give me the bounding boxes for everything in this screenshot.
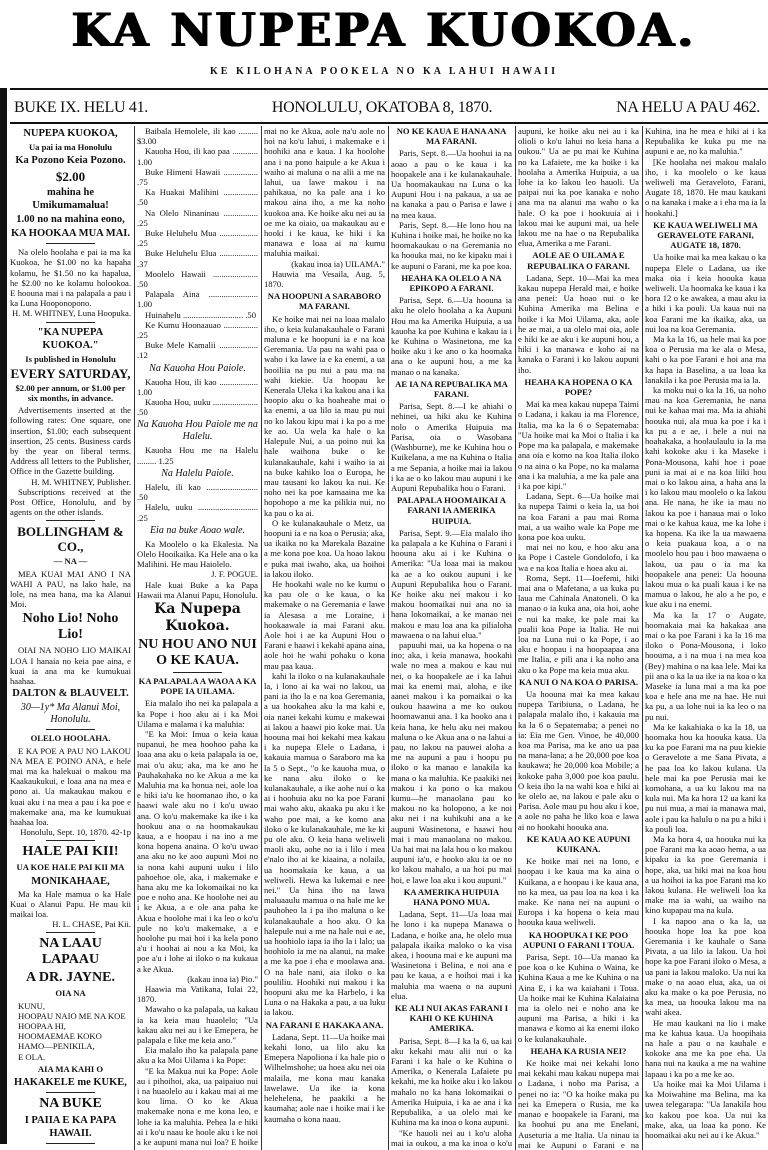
article-heading: NUPEPA KUOKOA,: [23, 128, 118, 139]
article-paragraph: Ua hoike mai ka mea kakau o ka nupepa Elele o Ladana, ua ike maka oia i keia hoouka kaua weliweli. Ua hoomaka ke kaua i ka hora 12 o ke awakea, a mau aku ia a hiki i ka pouli. Ua kaua nui na koa Farani me ka ikaika, aka, ua nui loa na koa Geremania.: [645, 252, 766, 334]
article-paragraph: [Ke hoolaha nei makou malalo iho, i ka moolelo o ke kaua weliweli ma Geraveloto, Farani, Augate 18, 1870. He mau kaukani o na kanaka i make a i eha ma ia la hookahi.]: [645, 156, 766, 218]
article-paragraph: Kauoha Hou me na Halelu ......... 1.25: [137, 445, 258, 466]
news-section-5: [645, 385, 766, 1140]
article-paragraph: Parisa, Sept. 10—Ua manao ka poe koa o ke Kuhina o Waina, ke Kuhina Kaua a me ke Kuhina o na Aina E, i ka wa kaiahani i Toua. Ua hoike mai ke Kuhina Kalaiaina ma ia olelo nei e noho ana ke aupuni ma Parisa, a hiki i ka manawa e komo ai ka enemi iloko o ke kulanakauhale.: [518, 952, 639, 1044]
article-paragraph: Mai ka mea kakau nupepa Taimi o Ladana, i kakau ia ma Florence, Italia, ma ka la 6 o Sepatemaba: "Ua hoike mai ka Moi o Italia i ka Pope ma ka palapala, e makemake ana oia e komo na koa Italia iloko o na aina o ka Pope, no ka malama ana i ka maluhia, a me ka pale ana i ka poe kipi.": [518, 399, 639, 491]
article-paragraph: Buke Heluhelu Elua .................. .37: [137, 248, 258, 269]
article-paragraph: Eia malalo iho nei ka palapala a ka Pope i hoo aku ai i ka Moi Uilama e malama i ka maluhia:: [137, 698, 258, 729]
article-heading: I PAIIA E KA PAPA HAWAII.: [24, 1114, 117, 1139]
article-paragraph: "E ka Moi: Imua o keia kaua nupanui, he mea hoohoo paha ka loaa ana aku o keia palapala ia oe, mai o'u aku; aka, ma ke ano he Pauhakahaka no ke Akua a me ka Maluhia ma ka honua nei, aole loa e hiki ia'u ke hoomanao iho, o ka haawi wale aku no i ko'u uwao ana. O ko'u makemake ka ike i ka hookuu ana o na hoomakaukau kaua, a e hoopau i na ino a me kona hopena anaina. O ko'u uwao ana aku no ke aoo aupuni Moi no ia nona kahi aupuni uuku i lilo pahoehoe ole, aka, i makemake e hana aku me ka lokomaikai no ka poe e noho ana. Ke hoolohe nei au i ke Akua, a e ole ana paha ke Akua e hoolohe mai i ka leo o ko'u pule no ko'u makemake, a e hoolohe pu mai hoi i ka kela pono a'u i hoohai ai nou a ka Moi, ka poe a'u i lohe ai iloko o na kukaua a ke Akua.: [137, 728, 258, 974]
article-paragraph: E OLA.: [18, 1051, 46, 1062]
article-heading: PALAPALA HOOMAIKAI A FARANI IA AMERIKA HUIPUIA.: [396, 495, 506, 526]
page-edge-shadow: [0, 88, 7, 1144]
article-paragraph: E KA POE A PAU NO LAKOU NA MEA E POINO ANA, e hele mai ma ka halekuai o makou ma Kaakaukukui, e loaa ana na mea e pono ai. Ua makaukau makou e kuai aku i na mea a pau i ka poe e makemake ana, ma ke kumukuai haahaa loa.: [10, 745, 131, 827]
article-paragraph: Ladana, Sept. 6—Ua hoike mai ka nupepa Taimi o keia la, ua hoi na koa Farani a pau mai Roma mai, a ua waiho wale ka Pope me kona poe koa uuku.: [518, 491, 639, 542]
signature-line: (kakau inoa ia) Pio.": [187, 973, 258, 984]
article-paragraph: Ua hoike mai ka Moi Uilama i ka Moiwahine ma Belina, ma ka uwea telegarapa: "Ua lanakila hou ko kakou poe koa. Ua nui ka make, aka, ua loaa ka pono. Ke hoomaikai aku nei au i ke Akua.": [645, 1078, 766, 1140]
article-paragraph: Ke hoike mai nei na lono, e hoopau i ke kaua ma ka aina o Kuikana, a e hoopau i ke kaua ana, no ka mea, ua pau loa na koa i ka make. Ke nana nei na aupuni o Europa i ka hopena o keia mau hoouka kaua weliweli.: [518, 856, 639, 928]
article-paragraph: Ma ka la 16, ua hele mai ka poe koa o Perusia ma ke ala o Mesa, kahi o ka poe Farani e hoi ana ma ka hapa ia Baselina, a ua loaa ka lanakila i ka poe Perusia ma ia la.: [645, 334, 766, 385]
total-issue-number: NA HELU A PAU 462.: [616, 99, 760, 116]
article-paragraph: Ma ka hora 4, ua hoouka nui ka poe Farani ma ka aoao hema, a ua kipaku ia ka poe Geremania i hope, aka, ua hiki mai na koa hou a ua hoihoi ia ka poe Farani ma ko lakou kulana. He weliweli loa ka make ma ia wahi, ua waiho na kino kupapau ma na kula.: [645, 834, 766, 916]
article-heading: $2.00: [55, 169, 86, 185]
article-heading: OLELO HOOLAHA.: [30, 733, 111, 744]
article-heading: Eia na buke Aoao wale.: [149, 524, 246, 536]
article-paragraph: HOOPAU NAIO ME NA KOE: [18, 1010, 126, 1021]
masthead-rule-bottom: [10, 122, 768, 124]
article-heading: $2.00 per annum, or $1.00 per six months, in advance.: [15, 382, 126, 404]
volume-number: BUKE IX. HELU 41.: [14, 99, 148, 116]
article-heading: UA KOE HALE PAI KII MA: [16, 862, 125, 873]
article-heading: AIA MA KAHI O: [37, 1063, 104, 1074]
article-paragraph: OIAI NA NOHO LIO MAIKAI LOA I hanaia no keia pae aina, e kuai ia ana ma ke kumukuai haahaa.: [10, 645, 131, 687]
article-paragraph: ka moku nui o ka la 16, ua noho mau na koa Geremania, he nana nui ke kahaa mai ma. Ma ia ahiahi hoouka nui, ala mua ka poe i ka i ka pu a e ae, i hele a nui na hoahakaka, a hoolaulaulu ia la ma kahi kokoke aku i ka Maseke i Pona-Mousona, kahi hoe i poae puni ia mai ai e na koa liiki hou mai o ko lakou aina, a haha ana la i ko lakou mau moolelo o ka lakou ana. He nana, he ike ia mau no lakou ka poe i hanaua mai o loko mai o ke kahua kaua, me ka lohe i ka hopena. Ka ike la ua mawaena o keia puakaua koa, a o na moolelo hou pau i hoo mawaena o lakou, ua pau o ia ma ka hoopakele ana penei: Ua hoouna lakou mua o ka puali kaua i ke na mamua o lakou, he alo a he po, e kue aku i na enemi.: [645, 385, 766, 610]
article-paragraph: "Ke hauoli nei au i ko'u aloha mai ia oukou, a ma ka inoa o ko'u aupuni, ke hoike aku nei au i ka olioli o ko'u lahui no keia hana a oukou." Ua ae pu mai ke Kuhina no ka Lafaiete, me ka hoike i ka hoolaha a Amerika Huipuia, a ua lohe ia ko lakou leo hauoli. Ua paipai nui ka poe kanaka e noho ana ma na alanui ma waho o ka hale. O ka poe i hookuuia ai i lakou mai ke aupuni mai, ua hele lakou me na hae o na Repubalika elua, Amerika a me Farani.: [391, 126, 639, 1148]
article-heading: KE KAUA AO KE AUPUNI KUIKANA.: [526, 833, 631, 855]
article-heading: Noho Lio! Noho Lio!: [22, 611, 119, 643]
article-paragraph: papuuhi mai, ua ka hopena o na ino; aka, i keia manawa, hookahi wale no mea a makou e kau nui nei, o ka hoopakele ae i ka lahui mai ka enemi mai, aloha, e ike aanei makou i ka pomaikai o ka oukou haawina a me ko oukou hoomawanui ana. I ka hooko ana i keia hana, ke helu aku nei makou maluna o ke Akua ana o na lahui a pau, no lakou na pauwei aloha a me na aupuni a pau i hoopu pu iloko o ka manao e lanakila ka mana o ka maluhia. Ke paakiki nei makou i ka pono o ka makou kumu—he manaolana pau ko makou no ka holopono, a ke noi aku nei i na kuhikuhi ana a ke aupuni Wasinetona, e haawi hou mai i mau manaolana no makou. Ua hai mai na lala hou o ko makou aupuni ia'u, e hooko aku ia oe no ko lakou mahalo, a ua hoi pu mai hoi, e lawe loa aku i kou aupuni.": [391, 639, 512, 885]
article-paragraph: Subscriptions received at the Post Office, Honolulu, and by agents on the other islands.: [10, 486, 131, 518]
article-paragraph: Hauwia ma Vesaila, Aug. 5, 1870.: [264, 268, 385, 290]
newspaper-subtitle: KE KILOHANA POOKELA NO KA LAHUI HAWAII: [210, 66, 558, 77]
article-paragraph: Mawaho o ka palapala, ua kakau ia ka keia mau huaolelo; "Ua kakau aku nei au i ke Emepera, he palapala e like me keia ano.": [137, 1004, 258, 1046]
article-paragraph: Parisa, Sept. 6.—Ua hoouna ia aku he olelo hoolaha a ka Aupuni Hou ma ka Amerika Huipuia, a ua kauoha ka poe Kuhina e kakau ia i ke Kuhina o Wasinetona, me ka hoike aku i ke ano o ka hoomaka ana o ke aupuni hou, a me ka manao o na kanaka.: [391, 295, 512, 377]
article-heading: BOLLINGHAM & CO.,: [17, 524, 124, 555]
article-heading: NA BUKE: [39, 1095, 102, 1111]
article-heading: KA NUI O NA KOA O PARISA.: [519, 676, 638, 687]
article-paragraph: Ma ke kakahiaka o ka la 18, ua hoomaka hou ka hoouka kaua. Ua ku ka poe Farani ma na puu kiekie o Geravelote a me Sana Pivata, a he paa loa ko lakou kulana. Ua hele mai ka poe Perusia mai ke komohana, a ua ku lakou ma na kula nui. Ma ka hora 12 ua kani ka pu nui mua, a mai ia manawa mai, aole i pau ka halulu o na pu a hiki i ka pouli loa.: [645, 721, 766, 834]
article-paragraph: Kauoha Hou, uuku ..................... .50: [137, 397, 258, 418]
newspaper-title: KA NUPEPA KUOKOA.: [71, 3, 697, 57]
article-paragraph: Roma, Sept. 11—Ioefemi, hiki mai ana o Mafetana, a ua kuka pu laua me Cahinala Anatoneli. O ka manao o ia kuka ana, oia hoi, aohe e nui ka make, ke pale mai ka pualii koa Pope ia Italia. He nui loa na Luna nui o ka Pope, i ao aku e hoopau i na hoopaapaa ana me Italia, e pili ana i ka noho ana aku o ka Pope ma keia mua aku.: [518, 572, 639, 675]
article-paragraph: Ua hoouna mai ka mea kakau nupepa Taribiuna, o Ladana, he palapala malalo iho, i kakauia ma ka la 6 o Sepatemaba; a penei no ia: Eia me Gen. Vinoe, he 40,000 koa ma Parisa, ma ke ano ua paa na mana-lana; a he 20,000 poe koa kaukawa; he 20,000 koa Mobile; a kokoke paha 3,000 poe koa paulu. O keia iho la na wahi koa e hiki ai ke olelo ae, na lakou e pale aku o Parisa. Aole mau pu hou aku i koe, a aole no paha he liko koa e lawa ai no hookahi hoouka ana.: [518, 688, 639, 832]
article-heading: 1.00 no na mahina eono,: [16, 214, 125, 226]
article-paragraph: Ka Moolelo o ka Ekalesia. Na Olelo Hooikaika. Ka Hele ana o ka Malihini. He mau Haiolelo.: [137, 538, 258, 570]
article-paragraph: Ka Huakai Malihini ................ .50: [137, 187, 258, 208]
article-paragraph: Ke Kumu Hoonaauao ................ .25: [137, 319, 258, 341]
article-paragraph: mai nei no kou, e hoo aku ana ka Pope i Castele Gondolofo, i ka wa e na koa Italia e hoea aku ai.: [518, 542, 639, 573]
place-and-date: HONOLULU, OKATOBA 8, 1870.: [271, 99, 493, 116]
article-paragraph: HOOMAEMAE KOKO: [18, 1031, 102, 1042]
article-paragraph: Moolelo Hawaii ..................... .50: [137, 268, 258, 290]
article-paragraph: Buke Heluhelu Mua .................. .25: [137, 228, 258, 249]
article-heading: NO KE KAUA E HANA ANA MA FARANI.: [396, 126, 507, 147]
article-heading: Is published in Honolulu: [25, 353, 116, 364]
article-paragraph: Huinahelu ............................ .50: [145, 309, 256, 320]
article-heading: MONIKAHAAE,: [31, 875, 110, 887]
article-heading: NA FARANI E HAKAKA ANA.: [265, 1019, 384, 1030]
article-heading: Ka Nupepa Kuokoa.: [154, 600, 241, 634]
article-paragraph: Ke hoike mai nei kekahi lono mai kekahi mau kakau nupepa mai o Ladana, i noho ma Parisa, a penei no ia: "O ka hoike maka pu nei ka Emepera o Rusia, me ka manao e hoopakele ia Farani, ma ka hoohui pu ana me Enelani, Auseturia a me Italia. Ua ninau ia mai ke Aupuni o Farani e na Kuhina, ina he mea e hiki ai i ka Repubalika ke kuka pu me na aupuni e ae, no ka maluhia.": [518, 126, 766, 1150]
article-heading: A DR. JAYNE.: [26, 970, 115, 986]
article-heading: KA AMERIKA HUIPUIA HANA PONO MUA.: [403, 886, 500, 908]
article-heading: mahina he Umikumamalua!: [32, 187, 109, 212]
article-heading: Ua pai ia ma Honolulu: [28, 142, 113, 152]
article-heading: Na Kauoha Hou Paiole me na Halelu.: [137, 419, 258, 443]
separator-rule: [46, 932, 94, 933]
article-paragraph: Paris, Sept. 8.—Ua hoohui ia na aoao a pau o ke kaua i ka hoopakele ana i ke kulanakauhale. Ua hoomakaukau na Luna o ka Aupuni Hou i na pakaua, a ua ae na kanaka a pau o Parisa e lawe i na mea kaua.: [391, 148, 512, 220]
article-paragraph: KUNU,: [18, 1000, 45, 1011]
signature-line: H. M. WHITNEY, Publisher.: [31, 476, 131, 487]
article-heading: "KA NUPEPA KUOKOA.": [37, 326, 104, 351]
article-heading: KA HOOPUKA I KE POO AUPUNI O FARANI I TOUA.: [522, 929, 635, 950]
article-heading: 30—1y* Ma Alanui Moi, Honolulu.: [20, 702, 121, 726]
masthead: [0, 0, 768, 60]
separator-rule: [46, 840, 94, 841]
article-paragraph: Advertisements inserted at the following rates: One square, one insertion, $1.00; each subsequent insertion, 25 cents. Business cards by the year on liberal terms. Address all letters to the Publisher, Office in the Gazette building.: [10, 405, 131, 477]
article-heading: EVERY SATURDAY,: [10, 365, 131, 381]
separator-rule: [46, 520, 94, 521]
article-paragraph: HOOPAA HI,: [18, 1020, 66, 1031]
article-paragraph: Kauoha Hou, ili kao paa ............ 1.00: [137, 146, 258, 167]
article-heading: KE ALI NUI AKAS FARANI I KAHI O KE KUHINA AMERIKA.: [394, 1003, 509, 1034]
article-paragraph: Ladana, Sept. 10—Mai ka mea kakau nupepa Herald mai, e hoike ana penei: Ua hoao nui o ke Kuhina Amerika ma Belina e hoike i ka Moi Uilama, aka, aole he ae mai, a ua olelo mai oia, aole e hiki ke ae aku i ke aupuni hou, a hiki i ka manawa e koho ai na kanaka o Farani i ko lakou aupuni iho.: [518, 272, 639, 375]
article-paragraph: Ma ka la 17 o Augate, hoomakaia mai ka hakakaa ana mai o ka poe Farani i ka la 16 ma iloko o Pona-Mousona, i loko hoouma, a i na mua i na mea koa (Bey) mahina o na kaa lele. Mai ka pii ana o ka la ua ike ia na koa o ka Maseke ia luna mai a ma ka poe koa e hele ana me na hae. He nui ka pu, a ua lohe nui ia ka leo o na pu nui.: [645, 609, 766, 722]
article-paragraph: MEA KUAI MAI ANO I NA WAHI A PAU, na lako hale, na lole, na mea hana, ma ka Alanui Moi.: [10, 568, 131, 610]
article-heading: NU HOU ANO NUI O KE KAUA.: [138, 636, 257, 668]
article-heading: Na Kauoha Hou Paiole.: [149, 362, 246, 374]
article-heading: KE KAUA WELIWELI MA GERAVELOTE FARANI, AUGATE 18, 1870.: [653, 219, 758, 251]
separator-rule: [46, 1092, 94, 1093]
article-paragraph: Ladana, Sept. 11—Ua loaa mai he lono i ka nupepa Manawa o Ladana, e hoike ana, he olelo mua palapala ikaika maloko o ka visa akea, i hoouna mai e ke aupuni ma Wasinetona i Belina, e noi ana e pau ke kaua, a e hoihoi mai i ka maluhia ma waena o na aupuni elua.: [391, 909, 512, 1001]
article-paragraph: Eia malalo iho ka palapala pane aku a ka Moi Uilama i ka Pope:: [137, 1045, 258, 1066]
article-heading: — NA —: [53, 556, 88, 567]
article-heading: AOLE AE O UILAMA E REPUBALIKA O FARANI.: [527, 250, 630, 271]
article-paragraph: Haawia ma Vatikana, Iulai 22, 1870.: [137, 984, 258, 1005]
article-paragraph: Palapala Aina ....................... 1.00: [137, 289, 258, 310]
article-heading: Na Halelu Paiole.: [161, 467, 234, 479]
masthead-rule-top: [10, 88, 768, 90]
article-paragraph: Baibala Hemolele, ili kao ......... $3.00: [137, 126, 258, 147]
article-heading: HEAHA KA RUSIA NEI?: [530, 1045, 627, 1056]
article-paragraph: Halelu, uuku ............................ .25: [137, 502, 258, 523]
dateline: [10, 96, 768, 120]
article-heading: HEAHA KA HOPENA O KA POPE?: [524, 376, 633, 398]
separator-rule: [173, 672, 221, 673]
article-paragraph: O ke kulanakauhale o Metz, ua hoopuni ia e na koa o Perusia; aka, ua ikaika no ka Marekala Bazaine a me kona poe koa. Ua hoao lakou e puka mai iwaho, aka, ua hoihoi ia lakou iloko.: [264, 517, 385, 579]
article-paragraph: He hookahi wale no ke kumu o ka pau ole o ke kaua, o ka makemake o na Geremania e lawe ia Alesasa a me Loraine, i hookaawale ia mai Farani aku. Aole hoi i ae ka Aupuni Hou o Farani e haawi i kekahi apana aina, aole hoi he wahi pohaku o kona mau paa kaua.: [264, 578, 385, 671]
article-paragraph: Na olelo hoolaha e pai ia ma ka Kuokoa, he $1.00 no ka hapaha kolamu, he $1.50 no ka hapalua, he $2.00 no ke kolamu holookoa. E hoouna mai i na palapala a pau i ka Luna Hooponopono.: [10, 247, 131, 309]
article-paragraph: Parisa, Sept. 9.—Eia malalo iho ka palapala a ke Kuhina o Farani i hoouna aku ai i ke Kuhina o Amerika: "Ua loaa mai ia makou ka ae a ko oukou aupuni i ke Aupuni Repubalika hou o Farani. Ke hoike aku nei makou i ko makou hoomaikai nui ana no ia hana lokomaikai, a ke manao nei makou e mau loa ana ka pilialoha mawaena o na lahui elua.": [391, 527, 512, 640]
article-paragraph: Buke Mele Kamalii .................. .12: [137, 340, 258, 361]
article-heading: HAKAKELE me KUKE,: [14, 1076, 127, 1088]
article-heading: AE IA NA REPUBALIKA MA FARANI.: [395, 378, 508, 400]
article-heading: NA HOOPUNI A SARABORO MA FARANI.: [267, 291, 382, 312]
article-paragraph: Ke hoike mai nei na loaa malalo iho, o keia kulanakauhale o Farani maluna e ke hoopuni ia e na koa Geremania. Ua pau na wahi paa o waho i ka lawe ia e ka enemi, a ua hooiliia na pu nui a pau ma na wahi kiekie. Ua hoopau ke Kenerala Uleka i ka kakou ana i ka hoopio aku o ka hoaheahe mai o ka enemi, a ua lilo ia mau pu nui no ko lakou kipu mai i ka po a me ke ao. Ua wela ka hale o ka Halepule Nui, a ua poino nui ka hale waihona buke o ke kulanakauhale, kahi i waiho ia ai na buke kahiko loa o Europa, he mau tausani ko lakou ka nui. Ke noho nei ka poe kamaaina me ka hopohopo a me ka pilikia nui, no ka pau o ka ai.: [264, 313, 385, 518]
article-paragraph: "E ka Makua nui ka Pope: Aole au i pihoihoi, aka, ua paipaiuo nui i na huaolelo au i kakau mai ai me kou lima. O ko ke Akua makemake nona e me kona leo, e lohe ia ka maluhia. Pehea la e hiki ai i ko'u naau ke hoole aku i ke noi a ke aupuni mana nui loa? E hoike mai no ke Akua, aole na'u aole no hoi na ko'u lahui, i makemake e i hoohiki ana e kaua. I ka hoolohe ana i na pono haipule a ke Akua i waiho ai maluna o na alii a me na lahui, ua lawe makou i na pahikaua, no ka pale ana i ko makou aina iho, a me ka noho kuokoa ana. Ke hoike aku nei au ia oe me ka oiaio, ua makaukau au e hooki i ke kaua, ke hiki i ka manawa e loaa ai na kumu maluhia maikai.: [137, 126, 385, 1148]
article-heading: OIA NA: [55, 988, 86, 999]
article-heading: HALE PAI KII!: [22, 844, 119, 860]
signature-line: Honolulu, Sept. 10, 1870. 42-1p: [20, 827, 131, 838]
article-paragraph: Halelu, ili kao ........................ .50: [137, 481, 258, 503]
article-paragraph: Parisa, Sept. 8—I ka la 6, ua kai aku kekahi mau alii nui o ka Farani i ka hale o ke Kuhina o Amerika, o Kenerala Lafaiete pu kekahi, me ka hoike aku i ko lakou mahalo no ka hana lokomaikai o Amerika Huipuia, i ka ae ana i ka Repubalika, a ua olelo mai ke Kuhina ma ka inoa o kona aupuni.: [391, 1035, 512, 1128]
article-paragraph: Ladana, Sept. 11—Ua hoike mai kekahi lono, ua lilo aku ka Emepera Napoliona i ka hale pio o Wilhelmshohe; ua hoea aku nei oia malaila, me kona mau kanaka lawelawe. Ua ike ia kona helehelena, he paakiki a he kaumaha; aole nae i hoike mai i ke kaumaha o kona naau.: [264, 1031, 385, 1124]
signature-line: (kakau inoa ia) UILAMA.": [291, 258, 385, 269]
article-heading: Ka Pozono Keia Pozono.: [15, 155, 126, 167]
signature-line: H. M. WHITNEY, Luna Hoopuka.: [11, 308, 131, 319]
signature-line: H. L. CHASE, Pai Kii.: [52, 919, 131, 930]
article-paragraph: Hale kuai Buke a ka Papa Hawaii ma Alanui Papu, Honolulu.: [137, 579, 258, 600]
separator-rule: [46, 243, 94, 244]
separator-rule: [46, 322, 94, 323]
article-heading: DALTON & BLAUVELT.: [12, 688, 129, 700]
article-heading: NA LAAU LAPAAU: [39, 936, 102, 968]
article-paragraph: I ka napoo ana o ka la, ua hoouka hope loa ka poe koa Geremania i ke kauhale o Sana Pivata, a ua lilo ia lakou. Ua hoi hope ka poe Farani iloko o Mesa, a ua pani ia lakou maloko. Ua nui ka make o na aoao elua, aka, ua oi aku ka make o ka poe Perusia, no ka mea, ua hoouka lakou ma na wahi akea.: [645, 915, 766, 1018]
article-heading: HEAHA KA OLELO A NA EPIKOPO A FARANI.: [401, 272, 502, 294]
article-paragraph: Parisa, Sept. 8.—I ke ahiahi o nehinei, ua hiki aku ke Kuhina nolo o Amerika Huipuia ma Parisa, oia o Wasobana (Washburne), me ke Kuhina hou o Kuikelana, a me na Kuhina o Italia a me Sepania, a hoike mai ia lakou i ka ae o ko lakou mau aupuni i ke Aupuni Repubalika hou o Farani.: [391, 401, 512, 493]
article-paragraph: kahi la iloko o na kulanakauhale la, i lono ai ka wai no lakou, ua pani ia iho la e na koa Geremania, a ua hookahea aku la ma kahi e, oia nanei kekahi kumu e makewai ai lakou a haawi pio koke mai. Ua hoouna mai hoi kekahi mea kakau i ka nupepa Elele o Ladana, i kakauia mamua o Saraboro ma ka la 5 o Sept., "o ke kauoha mua, o ke nana aku iloko o ke kulanakauhale, a ike aohe nui o ka ai i hoohuia aku no ka poe Farani mai waho aku, akaaka pu aku i ke waho poe mai, a ke komo ana iloko o ke kulanakauhale, me ke ki pu ole aku. O keia hana weliweli maoli aku, aohe no ia i lilo i mea e'nalo iho ai ke kiaaina, a nolaila, ua hoomakaia ke kaua, a ua weliweli. Hewa ka lukemai e nee nei." Ua hina iho na lawa maluaaulu mamua o na hale me ke pauhoheo la i pa iho maluna o ke kulanakauhale a hoo aku. O ka halepule nui a me na hale nui e ae, ua hoohiolo iapa ia iho la i lalo; ua hoohiolo ia me na alanui, na make a me ka poe i eha e moolawa ana. O na hale nani, aia iloko o ka pouliliu. Hoohiki nui makou i ka hoopuni aku me ka Harbelo, i ka Luna o na Hakaka a pau, a ua luku ia lakou.: [264, 670, 385, 1018]
separator-rule: [46, 729, 94, 730]
article-paragraph: Na Olelo Ninaninau ................ .25: [137, 207, 258, 228]
article-heading: KA PALAPALA A WAOA A KA POPE IA UILAMA.: [138, 675, 257, 697]
article-paragraph: Ma ka Hale mamua o ka Hale Kuai o Alanui Papu. He mau kii maikai loa.: [10, 888, 131, 919]
article-paragraph: Paris, Sept. 8.—He lono hou na Kuhina i hoike mai, he hoike no ka hoomakaukau o na Geremania no ka hoouka mai, no ke kipaku mai i ke aupuni o Farani, me ka poe koa.: [391, 219, 512, 271]
article-paragraph: He mau kaukani na lio i make ma ke kahua kaua. Ua hoopihaia na hale a pau o na kauhale e kokoke ana me ka poe eha. Ua hana nui na kauka a me na wahine lapaau i ka po a me ke ao.: [645, 1017, 766, 1079]
article-paragraph: HAMO—PENIKILA,: [18, 1041, 95, 1052]
article-heading: KA HOOKAA MUA MAI.: [10, 228, 130, 240]
newspaper-columns: [10, 126, 766, 1150]
article-paragraph: Kauoha Hou, ili kao .................. 1.00: [137, 376, 258, 397]
article-paragraph: Buke Himeni Hawaii ................ .75: [137, 166, 258, 188]
signature-line: J. F. POGUE.: [211, 569, 258, 580]
